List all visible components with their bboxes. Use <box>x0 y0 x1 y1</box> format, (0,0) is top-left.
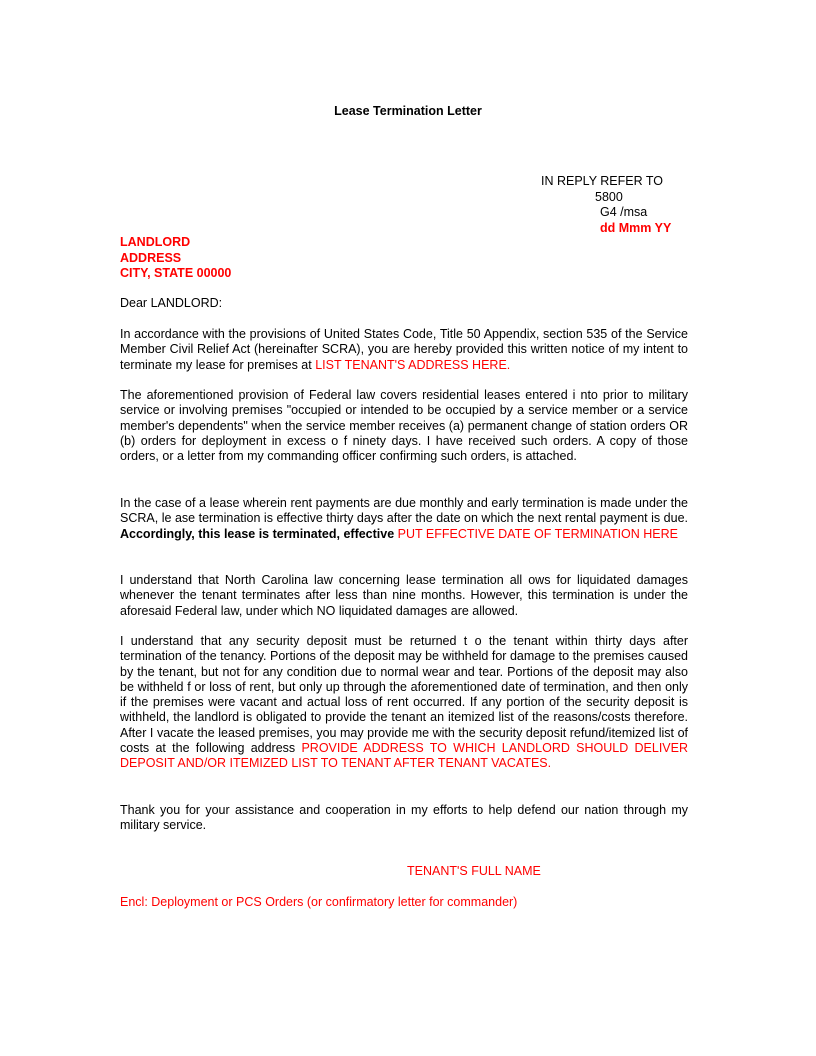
paragraph-security-deposit <box>120 634 688 772</box>
landlord-street: ADDRESS <box>120 250 182 265</box>
paragraph-deposit-text: I understand that any security deposit must be returned t o the tenant within thirty days after termination of the tenancy. Portions of the deposit may be withheld for damage to the premises caused by the tenant, but not for any condition due to normal wear and tear. Portions of the deposit may also be withheld f or loss of rent, but only up through the aforementioned date of termination, and then only if the premises were vacant and actual loss of rent occurred. If any portion of the security deposit is withheld, the landlord is obligated to provide the tenant an itemized list of the reasons/costs therefore. After I vacate the leased premises, you may provide me with the security deposit refund/itemized list of costs at the following address <box>120 634 688 756</box>
paragraph-liquidated-damages: I understand that North Carolina law concerning lease termination all ows for liquidated damages whenever the tenant terminates after less than nine months. However, this termination is under the aforesaid Federal law, under which NO liquidated damages are allowed. <box>120 573 688 618</box>
document-title: Lease Termination Letter <box>334 104 482 118</box>
letter-date: dd Mmm YY <box>600 220 672 235</box>
salutation: Dear LANDLORD: <box>120 296 223 310</box>
landlord-city-state: CITY, STATE 00000 <box>120 266 232 280</box>
paragraph-effective-date <box>120 496 688 542</box>
paragraph-federal-law: The aforementioned provision of Federal law covers residential leases entered i nto prior to military service or involving premises "occupied or intended to be occupied by a service member or a service member's dependents" when the service member receives (a) permanent change of station orders OR (b) orders for deployment in excess o f ninety days. I have received such orders. A copy of those orders, or a letter from my commanding officer confirming such orders, is attached. <box>120 388 688 464</box>
paragraph-notice-text: In accordance with the provisions of United States Code, Title 50 Appendix, section 535 of the Service Member Civil Relief Act (hereinafter SCRA), you are hereby provided this written notice of my intent to terminate my lease for premises at <box>120 327 688 372</box>
reply-reference-block <box>541 174 671 236</box>
deposit-address-placeholder: PROVIDE ADDRESS TO WHICH LANDLORD SHOULD DELIVER DEPOSIT AND/OR ITEMIZED LIST TO TENANT AFTER TENANT VACATES. <box>120 741 688 771</box>
reply-code: 5800 <box>595 189 623 204</box>
reply-refer-label: IN REPLY REFER TO <box>541 174 664 188</box>
tenant-address-placeholder: LIST TENANT'S ADDRESS HERE. <box>315 357 511 372</box>
reply-office-code: G4 /msa <box>600 205 648 219</box>
paragraph-notice <box>120 327 688 373</box>
effective-date-placeholder: PUT EFFECTIVE DATE OF TERMINATION HERE <box>397 526 679 541</box>
termination-statement: Accordingly, this lease is terminated, effective <box>120 526 398 541</box>
enclosure-line: Encl: Deployment or PCS Orders (or confirmatory letter for commander) <box>120 895 518 909</box>
paragraph-effective-text: In the case of a lease wherein rent payments are due monthly and early termination is made under the SCRA, le ase termination is effective thirty days after the date on which the next rental payment is due. <box>120 496 688 526</box>
landlord-name: LANDLORD <box>120 235 191 249</box>
landlord-address-block <box>120 235 231 282</box>
paragraph-thanks: Thank you for your assistance and cooperation in my efforts to help defend our nation through my military service. <box>120 803 688 833</box>
tenant-signature-placeholder: TENANT'S FULL NAME <box>407 864 541 878</box>
